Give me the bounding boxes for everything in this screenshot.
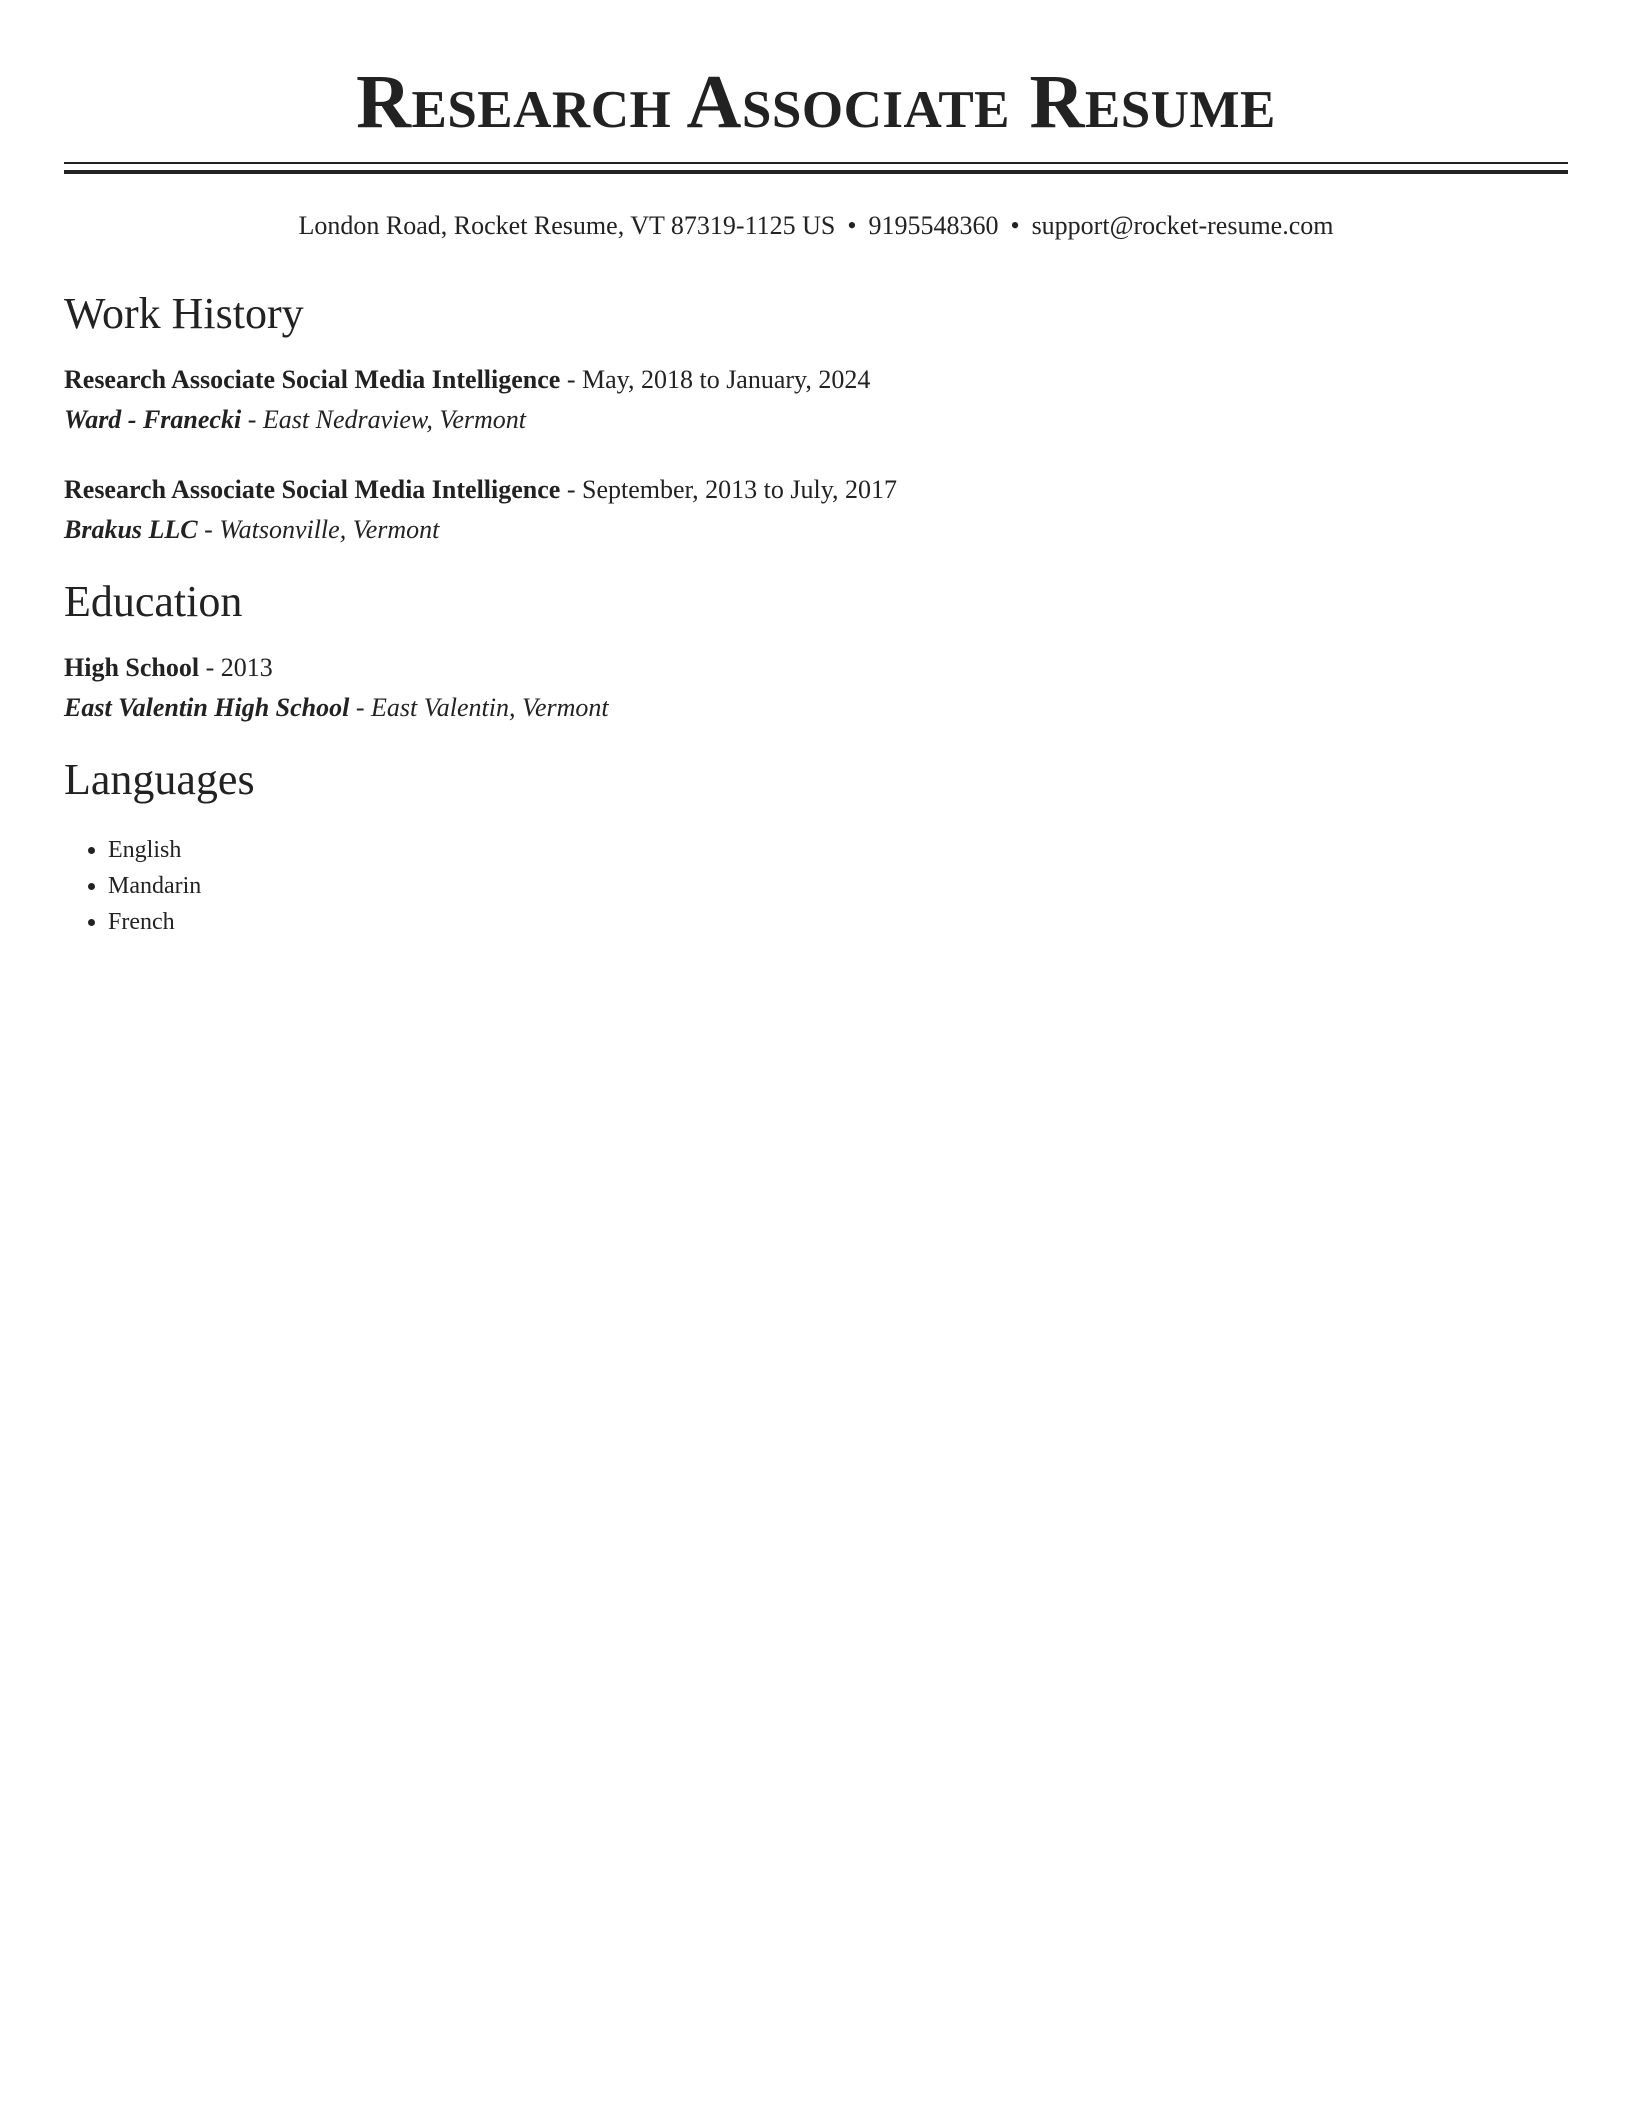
job-dates: May, 2018 to January, 2024 [582,365,871,394]
title-rule-thick [64,170,1568,174]
degree-line [64,648,1568,688]
contact-address: London Road, Rocket Resume, VT 87319-1125 US [298,211,836,240]
language-item: • English [108,832,1568,868]
school-name: East Valentin High School [64,693,350,722]
dash: - [247,405,257,434]
title-rule-thin [64,162,1568,164]
job-dates: September, 2013 to July, 2017 [582,475,898,504]
education-heading: Education [64,577,243,626]
work-history-heading: Work History [64,289,304,338]
job-title: Research Associate Social Media Intelligence [64,475,561,504]
dash: - [355,693,365,722]
school-location: East Valentin, Vermont [371,693,609,722]
contact-separator: • [1010,211,1020,240]
job-entry [64,360,1568,440]
degree: High School [64,653,200,682]
job-location: East Nedraview, Vermont [262,405,526,434]
contact-phone: 9195548360 [868,211,999,240]
dash: - [204,515,213,544]
job-entry [64,470,1568,550]
languages-heading: Languages [64,755,255,804]
languages-list [64,832,1568,940]
job-title-line [64,470,1568,510]
job-location: Watsonville, Vermont [219,515,440,544]
education-entry [64,648,1568,728]
language-item: • Mandarin [108,868,1568,904]
dash: - [566,365,576,394]
resume-title: Research Associate Resume [356,60,1276,144]
job-title: Research Associate Social Media Intelligence [64,365,561,394]
graduation-year: 2013 [220,653,273,682]
job-company-line [64,400,1568,440]
job-company: Brakus LLC [64,515,198,544]
contact-separator: • [847,211,857,240]
contact-line [64,208,1568,244]
dash: - [566,475,576,504]
contact-email: support@rocket-resume.com [1031,211,1334,240]
school-line [64,688,1568,728]
dash: - [205,653,215,682]
job-company: Ward - Franecki [64,405,242,434]
job-company-line [64,510,1568,550]
job-title-line [64,360,1568,400]
language-item: • French [108,904,1568,940]
resume-page [64,0,1568,940]
